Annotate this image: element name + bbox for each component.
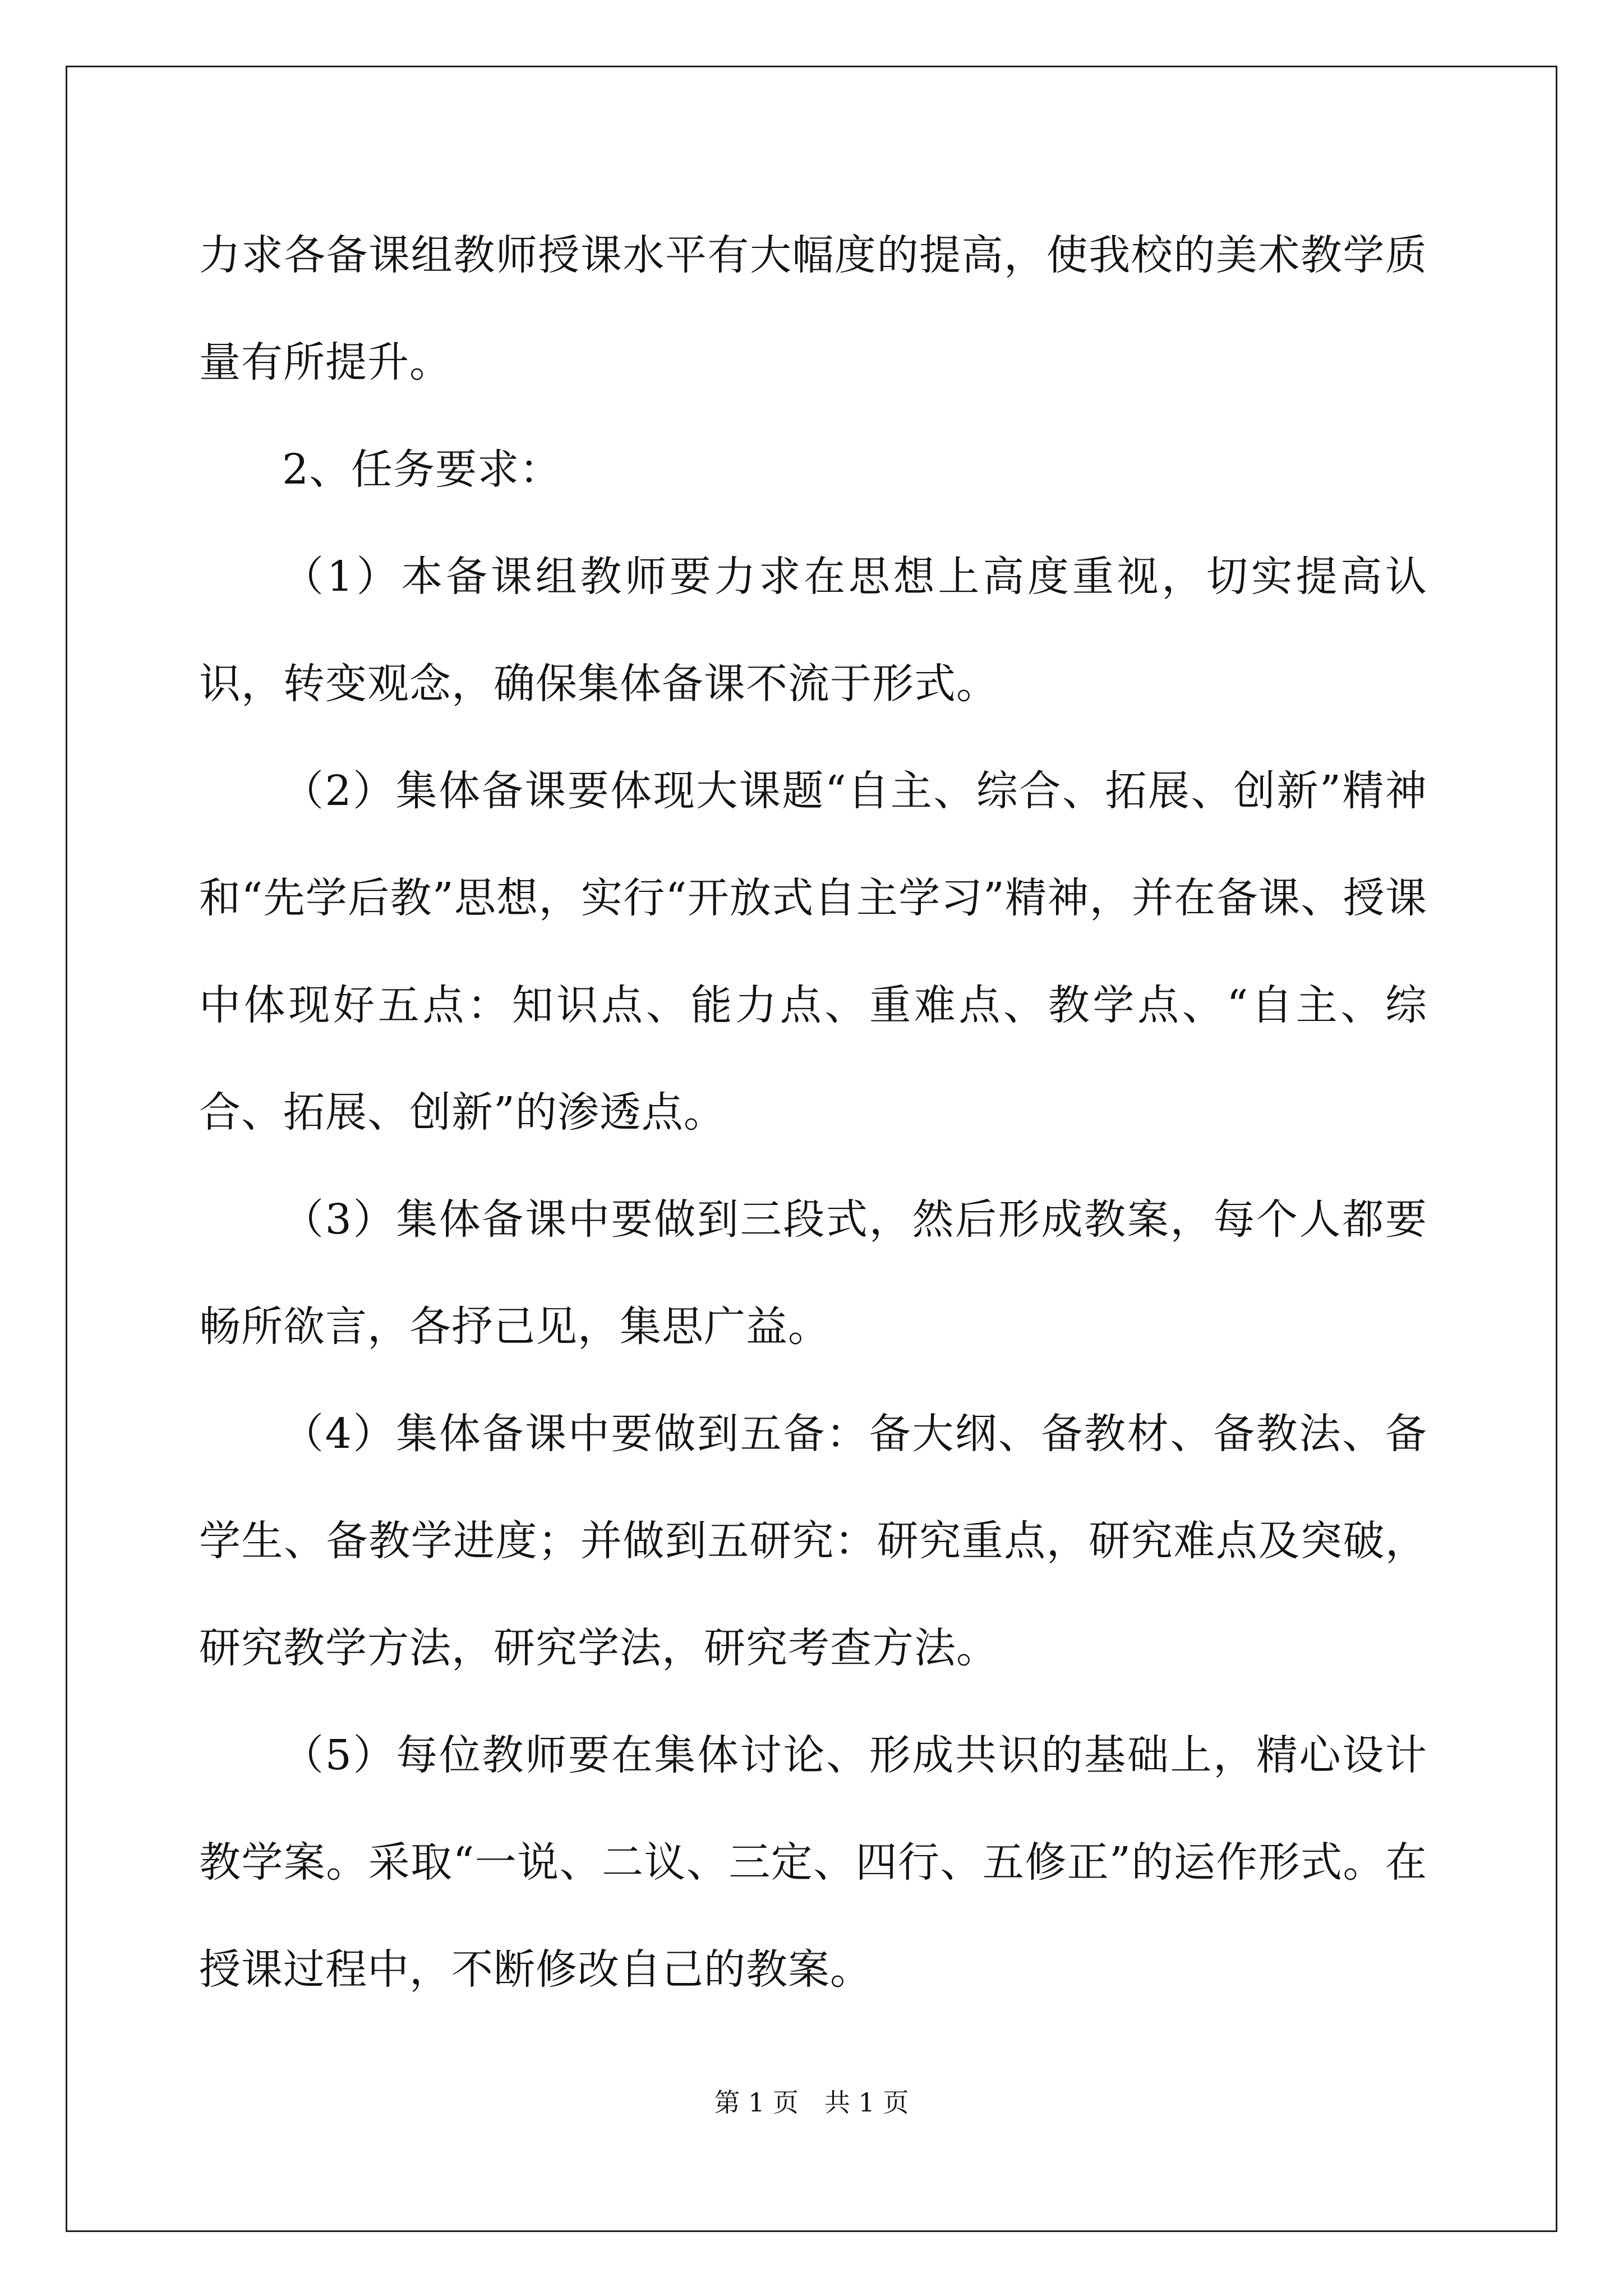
section-heading-task-requirements: 2、任务要求：: [282, 445, 562, 494]
paragraph-item-4: （4）集体备课中要做到五备：备大纲、备教材、备教法、备学生、备教学进度；并做到五研究：研究重点，研究难点及突破，研究教学方法，研究学法，研究考查方法。: [199, 1410, 1427, 1672]
paragraph-item-3: （3）集体备课中要做到三段式，然后形成教案，每个人都要畅所欲言，各抒己见，集思广益。: [199, 1195, 1427, 1351]
paragraph-item-5: （5）每位教师要在集体讨论、形成共识的基础上，精心设计教学案。采取“一说、二议、三定、四行、五修正”的运作形式。在授课过程中，不断修改自己的教案。: [199, 1731, 1427, 1994]
page-footer: [0, 2086, 1623, 2119]
paragraph-item-2: （2）集体备课要体现大课题“自主、综合、拓展、创新”精神和“先学后教”思想，实行“开放式自主学习”精神，并在备课、授课中体现好五点：知识点、能力点、重难点、教学点、“自主、综合、拓展、创新”的渗透点。: [199, 767, 1427, 1137]
paragraph-continuation: 力求各备课组教师授课水平有大幅度的提高，使我校的美术教学质量有所提升。: [199, 231, 1427, 386]
paragraph-item-1: （1）本备课组教师要力求在思想上高度重视，切实提高认识，转变观念，确保集体备课不流于形式。: [199, 553, 1427, 708]
page-number-total: 共 1 页: [824, 2087, 909, 2118]
page-number-current: 第 1 页: [714, 2087, 799, 2118]
document-body: [199, 202, 1427, 2023]
